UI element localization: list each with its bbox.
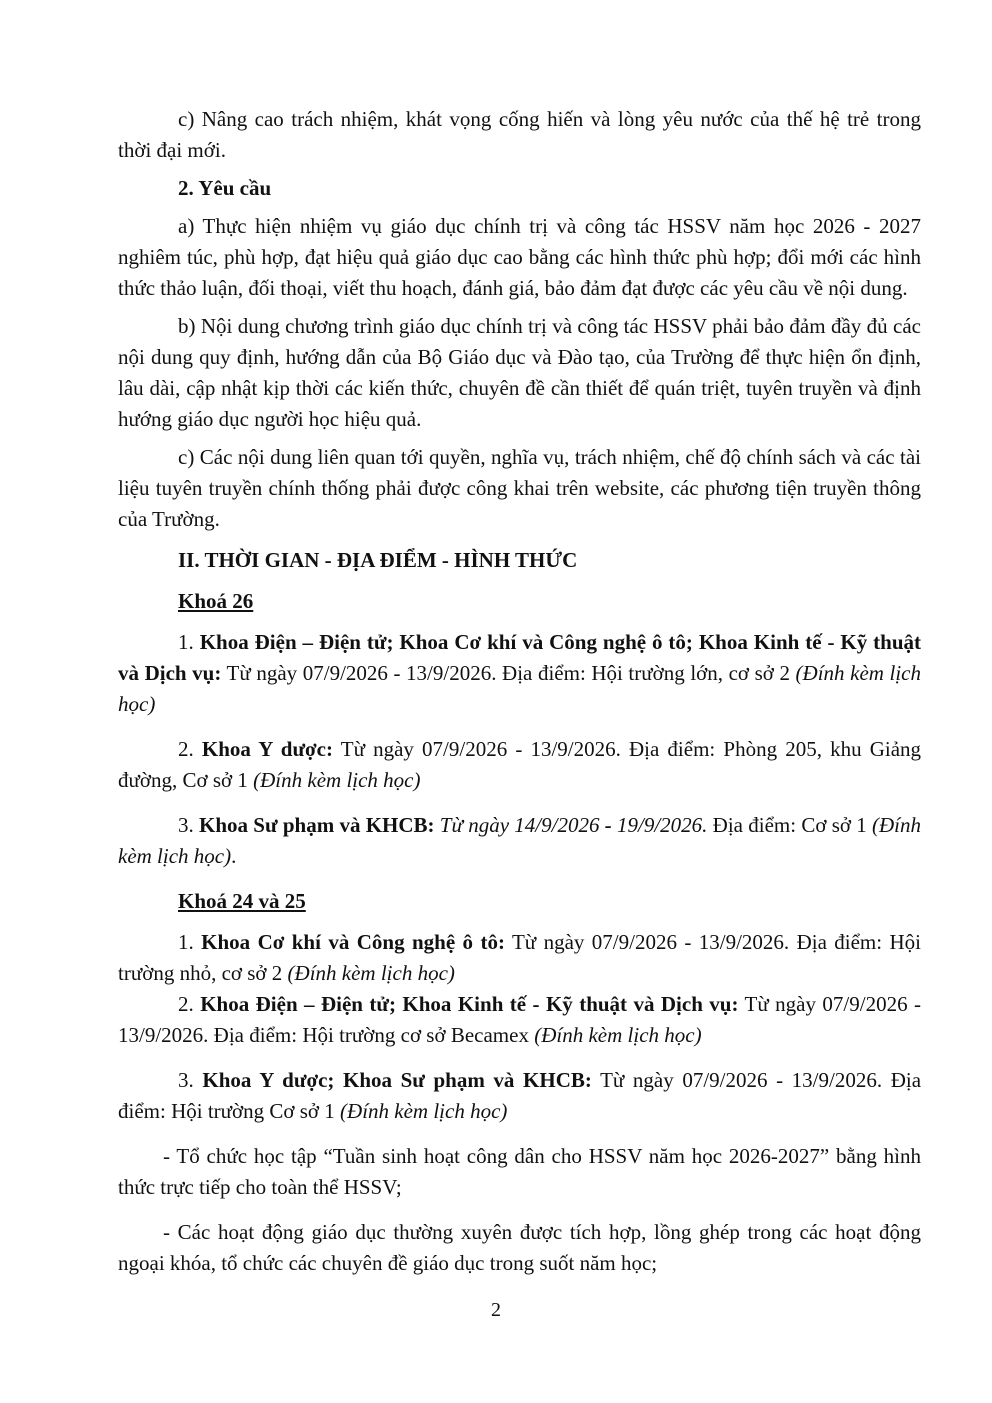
item-attachment-note: (Đính kèm lịch học) <box>534 1023 702 1047</box>
item-attachment-note: (Đính kèm lịch học) <box>253 768 421 792</box>
section-2-heading: 2. Yêu cầu <box>178 176 272 200</box>
item-attachment-note: (Đính kèm lịch học) <box>118 661 921 716</box>
khoa-26-item-3 <box>118 810 921 872</box>
item-number: 1. <box>178 930 202 954</box>
item-schedule: Từ ngày 07/9/2026 - 13/9/2026. Địa điểm: Phòng 205, khu Giảng đường, Cơ sở 1 <box>118 737 922 792</box>
requirement-a-paragraph: a) Thực hiện nhiệm vụ giáo dục chính trị và công tác HSSV năm học 2026 - 2027 nghiêm túc, phù hợp, đạt hiệu quả giáo dục cao bằng các hình thức phù hợp; đổi mới các hình thức thảo luận, đối thoại, viết thu hoạch, đánh giá, bảo đảm đạt được các yêu cầu về nội dung. <box>118 214 921 300</box>
item-faculties: Khoa Sư phạm và KHCB: <box>199 813 435 837</box>
item-number: 3. <box>178 1068 203 1092</box>
item-date-dash: - <box>604 813 612 837</box>
item-attachment-note: (Đính kèm lịch học) <box>340 1099 508 1123</box>
item-schedule: Địa điểm: Cơ sở 1 <box>707 813 873 837</box>
item-schedule: Từ ngày 07/9/2026 - 13/9/2026. Địa điểm: Hội trường lớn, cơ sở 2 <box>221 661 796 685</box>
page-number: 2 <box>491 1299 501 1321</box>
item-schedule: Từ ngày 07/9/2026 - 13/9/2026. Địa điểm: Hội trường Cơ sở 1 <box>118 1068 922 1123</box>
goal-c-paragraph: c) Nâng cao trách nhiệm, khát vọng cống hiến và lòng yêu nước của thế hệ trẻ trong thời đại mới. <box>118 107 921 162</box>
item-attachment-note: (Đính kèm lịch học) <box>287 961 455 985</box>
item-schedule: Từ ngày 07/9/2026 - 13/9/2026. Địa điểm: Hội trường cơ sở Becamex <box>118 992 922 1047</box>
item-end: . <box>231 844 237 868</box>
khoa-24-25-heading <box>118 886 921 917</box>
requirement-c-paragraph: c) Các nội dung liên quan tới quyền, nghĩa vụ, trách nhiệm, chế độ chính sách và các tài liệu tuyên truyền chính thống phải được công khai trên website, các phương tiện truyền thông của Trường. <box>118 445 921 531</box>
bullet-regular-activities: - Các hoạt động giáo dục thường xuyên được tích hợp, lồng ghép trong các hoạt động ngoại khóa, tổ chức các chuyên đề giáo dục trong suốt năm học; <box>118 1220 921 1275</box>
khoa-26-item-1 <box>118 627 921 720</box>
document-page <box>118 104 921 1279</box>
item-date-start: Từ ngày 14/9/2026 <box>434 813 605 837</box>
item-number: 2. <box>178 992 201 1016</box>
khoa-24-25-item-2 <box>118 989 921 1051</box>
item-date-end: 19/9/2026. <box>611 813 708 837</box>
khoa-24-25-title: Khoá 24 và 25 <box>178 889 306 913</box>
item-attachment-note: (Đính kèm lịch học) <box>118 813 922 868</box>
bullet-citizenship-week: - Tổ chức học tập “Tuần sinh hoạt công dân cho HSSV năm học 2026-2027” bằng hình thức trực tiếp cho toàn thể HSSV; <box>118 1144 921 1199</box>
khoa-26-item-2 <box>118 734 921 796</box>
item-faculties: Khoa Y dược: <box>201 737 333 761</box>
item-faculties: Khoa Điện – Điện tử; Khoa Cơ khí và Công nghệ ô tô; Khoa Kinh tế - Kỹ thuật và Dịch vụ: <box>118 630 922 685</box>
item-faculties: Khoa Y dược; Khoa Sư phạm và KHCB: <box>202 1068 592 1092</box>
item-faculties: Khoa Điện – Điện tử; Khoa Kinh tế - Kỹ thuật và Dịch vụ: <box>200 992 739 1016</box>
section-II-heading: II. THỜI GIAN - ĐỊA ĐIỂM - HÌNH THỨC <box>178 548 578 572</box>
khoa-26-heading <box>118 586 921 617</box>
item-number: 3. <box>178 813 200 837</box>
requirement-b-paragraph: b) Nội dung chương trình giáo dục chính trị và công tác HSSV phải bảo đảm đầy đủ các nội dung quy định, hướng dẫn của Bộ Giáo dục và Đào tạo, của Trường để thực hiện ổn định, lâu dài, cập nhật kịp thời các kiến thức, chuyên đề cần thiết để quán triệt, tuyên truyền và định hướng giáo dục người học hiệu quả. <box>118 314 921 431</box>
item-number: 2. <box>178 737 202 761</box>
khoa-24-25-item-3 <box>118 1065 921 1127</box>
item-faculties: Khoa Cơ khí và Công nghệ ô tô: <box>201 930 505 954</box>
item-number: 1. <box>178 630 200 654</box>
khoa-24-25-item-1 <box>118 927 921 989</box>
item-schedule: Từ ngày 07/9/2026 - 13/9/2026. Địa điểm: Hội trường nhỏ, cơ sở 2 <box>118 930 922 985</box>
khoa-26-title: Khoá 26 <box>178 589 254 613</box>
